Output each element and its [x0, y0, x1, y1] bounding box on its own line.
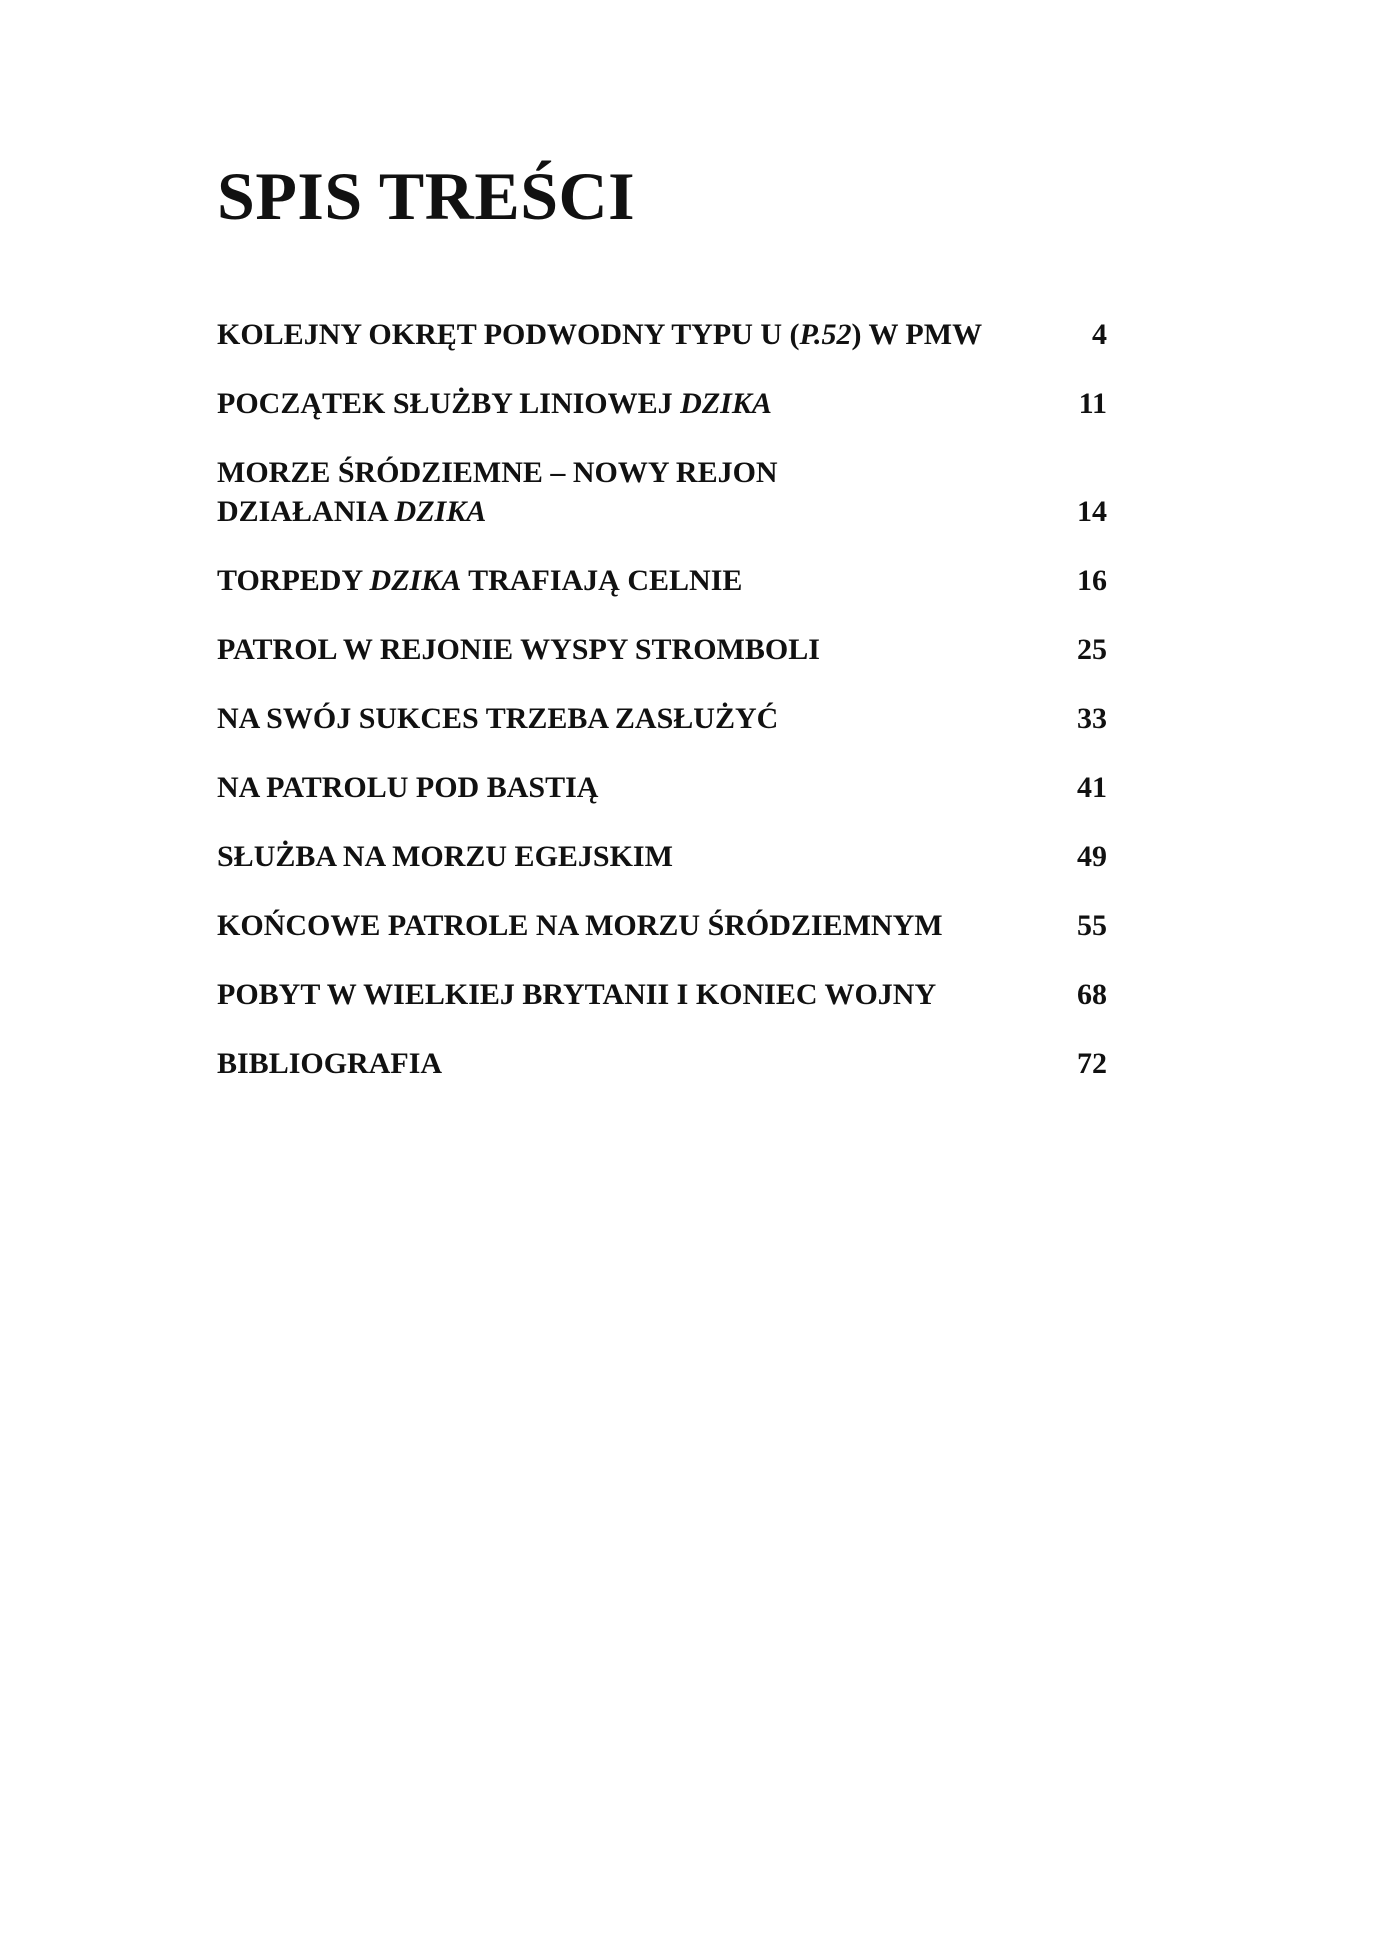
toc-entry-title	[217, 453, 1057, 531]
toc-entry-title	[217, 906, 1057, 945]
toc-entry-title-text: TRAFIAJĄ CELNIE	[461, 564, 743, 597]
toc-entry-title-text: NA PATROLU POD BASTIĄ	[217, 771, 599, 804]
toc-entry-title	[217, 1044, 1057, 1083]
toc-entry-title	[217, 768, 1057, 807]
toc-entry-title-text: POBYT W WIELKIEJ BRYTANII I KONIEC WOJNY	[217, 978, 937, 1011]
toc-entry-title-text: MORZE ŚRÓDZIEMNE – NOWY REJON	[217, 456, 778, 489]
toc-entry-title-line	[217, 492, 1027, 531]
toc-entry-title-text: NA SWÓJ SUKCES TRZEBA ZASŁUŻYĆ	[217, 702, 779, 735]
toc-entry[interactable]	[217, 453, 1107, 531]
toc-entry-title-line	[217, 630, 1027, 669]
toc-entry-title-text: PATROL W REJONIE WYSPY STROMBOLI	[217, 633, 820, 666]
toc-entry-title-italic: DZIKA	[394, 495, 487, 528]
toc-entry-title-italic: DZIKA	[680, 387, 772, 420]
toc-entry-title-line	[217, 837, 1027, 876]
toc-entry-title-text: POCZĄTEK SŁUŻBY LINIOWEJ	[217, 387, 681, 420]
toc-entry-title-line	[217, 1044, 1027, 1083]
toc-entry-page-number: 41	[1077, 771, 1107, 804]
toc-entry-page-number: 11	[1078, 387, 1107, 420]
page-title: SPIS TREŚCI	[217, 158, 636, 234]
toc-entry-title-text: KOŃCOWE PATROLE NA MORZU ŚRÓDZIEMNYM	[217, 909, 943, 942]
toc-entry-title	[217, 384, 1057, 423]
toc-entry-title-text: BIBLIOGRAFIA	[217, 1047, 443, 1080]
toc-entry-title-text: KOLEJNY OKRĘT PODWODNY TYPU U (	[217, 318, 800, 351]
toc-entry-page-number: 25	[1077, 633, 1107, 666]
toc-entry-title	[217, 630, 1057, 669]
toc-entry-title	[217, 837, 1057, 876]
toc-entry[interactable]	[217, 975, 1107, 1014]
toc-entry[interactable]	[217, 906, 1107, 945]
toc-entry[interactable]	[217, 768, 1107, 807]
toc-entry-title-line	[217, 699, 1027, 738]
toc-entry-page-number: 68	[1077, 978, 1107, 1011]
toc-entry-title-line	[217, 384, 1027, 423]
toc-entry-title-text: DZIAŁANIA	[217, 495, 395, 528]
toc-entry[interactable]	[217, 699, 1107, 738]
toc-entry-title-text: TORPEDY	[217, 564, 370, 597]
toc-entry-page-number: 55	[1077, 909, 1107, 942]
toc-entry-title	[217, 699, 1057, 738]
toc-entry-title-line	[217, 906, 1027, 945]
toc-entry-title	[217, 561, 1057, 600]
toc-entry-page-number: 4	[1092, 318, 1107, 351]
toc-entry[interactable]	[217, 837, 1107, 876]
toc-entry[interactable]	[217, 315, 1107, 354]
toc-entry-title-line	[217, 561, 1027, 600]
toc-entry[interactable]	[217, 630, 1107, 669]
toc-entry-title-line	[217, 768, 1027, 807]
toc-entry-title-line	[217, 975, 1027, 1014]
toc-entry-page-number: 49	[1077, 840, 1107, 873]
table-of-contents	[217, 315, 1107, 1113]
toc-entry[interactable]	[217, 1044, 1107, 1083]
toc-entry-title-italic: P.52	[799, 318, 852, 351]
toc-entry-title-italic: DZIKA	[369, 564, 462, 597]
toc-entry-title-text: ) W PMW	[851, 318, 983, 351]
toc-entry-title	[217, 975, 1057, 1014]
toc-entry-title-line	[217, 315, 1027, 354]
toc-entry-title-text: SŁUŻBA NA MORZU EGEJSKIM	[217, 840, 673, 873]
toc-entry-page-number: 14	[1077, 495, 1107, 528]
toc-entry-title-line	[217, 453, 1027, 492]
toc-entry[interactable]	[217, 384, 1107, 423]
toc-entry-page-number: 72	[1077, 1047, 1107, 1080]
toc-entry-title	[217, 315, 1057, 354]
toc-entry[interactable]	[217, 561, 1107, 600]
toc-entry-page-number: 33	[1077, 702, 1107, 735]
toc-entry-page-number: 16	[1077, 564, 1107, 597]
